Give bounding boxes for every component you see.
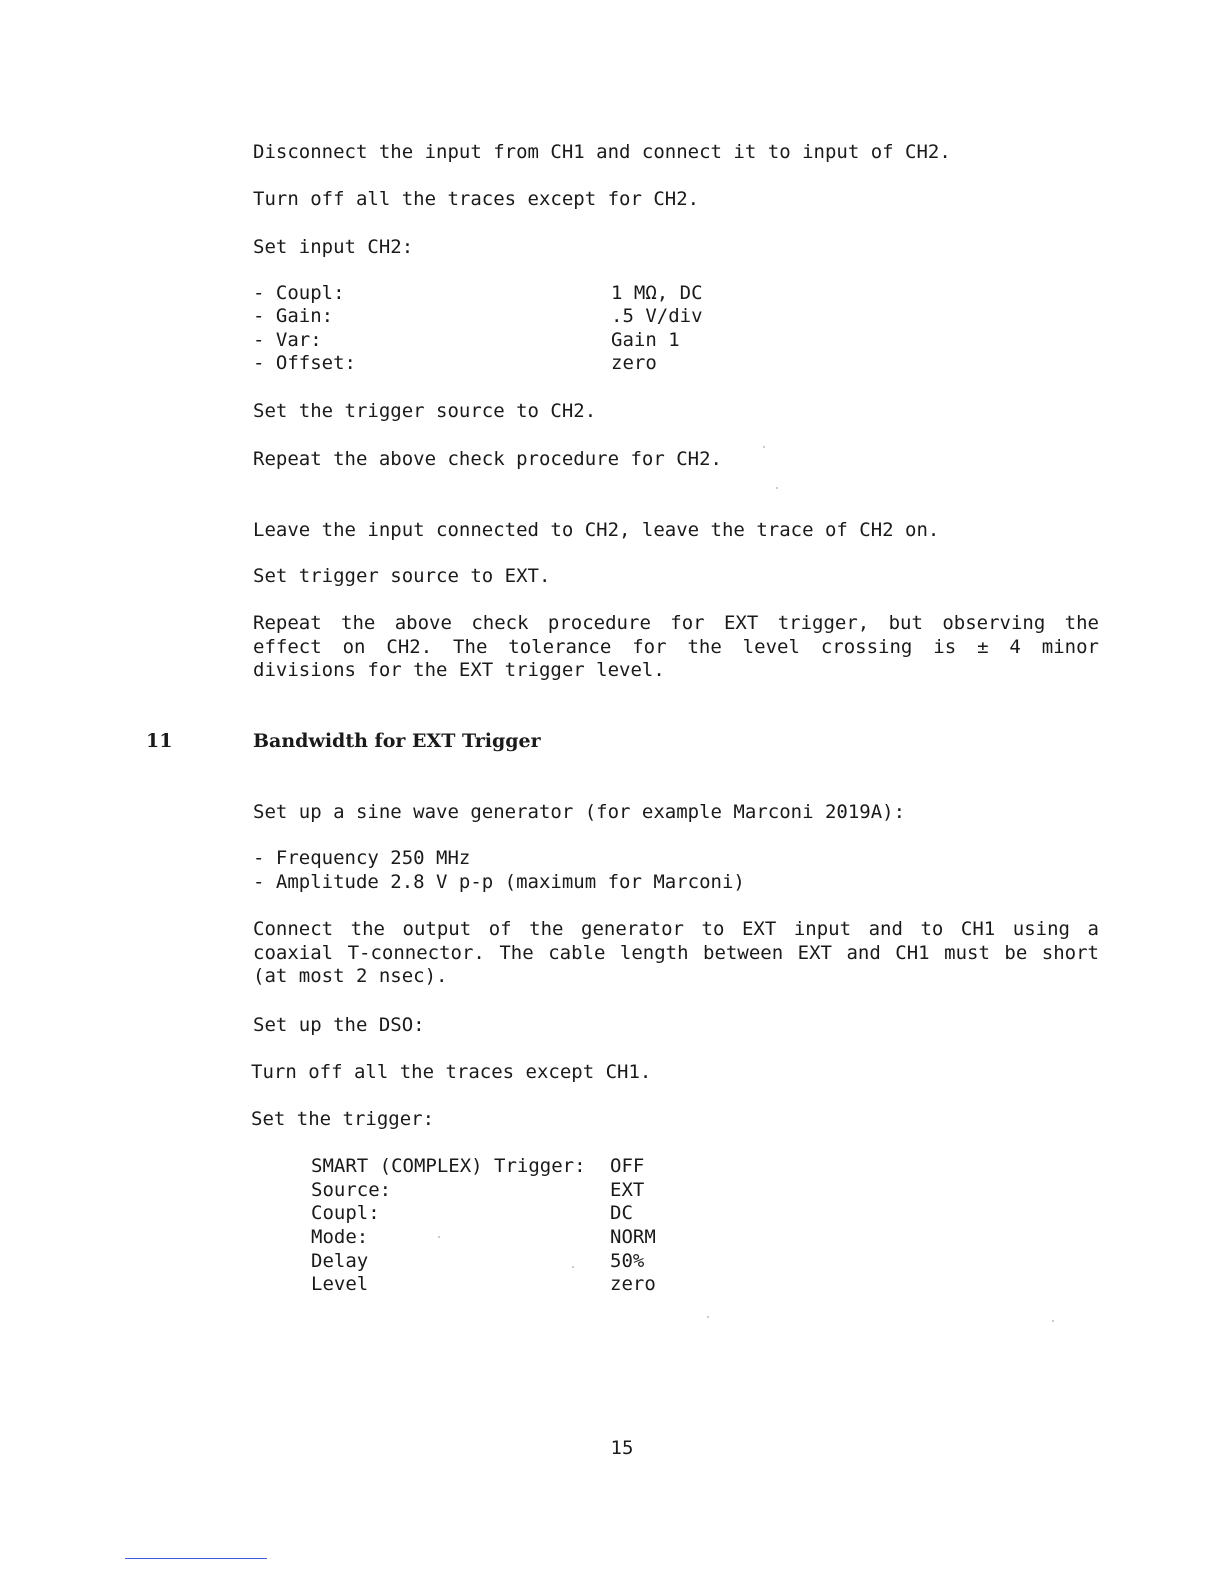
ch2-setting-value: 1 MΩ, DC	[611, 282, 703, 304]
ch2-setting-value: zero	[611, 352, 657, 374]
scan-speck	[438, 1236, 440, 1238]
page-number: 15	[610, 1437, 634, 1459]
ch2-setting-label: - Gain:	[253, 305, 334, 327]
ch2-setting-value: .5 V/div	[611, 305, 703, 327]
paragraph-turn-off-traces-ch2: Turn off all the traces except for CH2.	[253, 188, 700, 210]
paragraph-setup-generator: Set up a sine wave generator (for example Marconi 2019A):	[253, 801, 906, 823]
ch2-setting-label: - Offset:	[253, 352, 356, 374]
ch2-setting-label: - Coupl:	[253, 282, 345, 304]
paragraph-set-trigger: Set the trigger:	[251, 1108, 435, 1130]
ch2-setting-label: - Var:	[253, 329, 322, 351]
trigger-setting-value: NORM	[610, 1226, 656, 1248]
trigger-setting-value: OFF	[610, 1155, 645, 1177]
scan-speck	[1052, 1320, 1054, 1322]
generator-setting: - Amplitude 2.8 V p-p (maximum for Marconi)	[253, 871, 745, 893]
trigger-setting-label: Delay	[311, 1250, 369, 1272]
generator-setting: - Frequency 250 MHz	[253, 847, 471, 869]
trigger-setting-label: SMART (COMPLEX) Trigger:	[311, 1155, 586, 1177]
paragraph-trigger-source-ext: Set trigger source to EXT.	[253, 565, 551, 587]
paragraph-turn-off-traces-ch1: Turn off all the traces except CH1.	[251, 1061, 652, 1083]
scan-speck	[707, 1316, 709, 1318]
ch2-setting-value: Gain 1	[611, 329, 680, 351]
paragraph-trigger-source-ch2: Set the trigger source to CH2.	[253, 400, 597, 422]
paragraph-disconnect-ch1: Disconnect the input from CH1 and connect it to input of CH2.	[253, 141, 951, 163]
trigger-setting-value: zero	[610, 1273, 656, 1295]
paragraph-setup-dso: Set up the DSO:	[253, 1014, 425, 1036]
trigger-setting-value: EXT	[610, 1179, 645, 1201]
section-number: 11	[146, 730, 173, 752]
trigger-setting-label: Level	[311, 1273, 369, 1295]
scan-speck	[572, 1266, 574, 1268]
trigger-setting-label: Coupl:	[311, 1202, 380, 1224]
scan-speck	[776, 487, 778, 489]
scan-edge-rule	[125, 1558, 267, 1559]
section-title: Bandwidth for EXT Trigger	[253, 730, 541, 752]
paragraph-set-input-ch2: Set input CH2:	[253, 236, 414, 258]
trigger-setting-label: Mode:	[311, 1226, 369, 1248]
trigger-setting-label: Source:	[311, 1179, 392, 1201]
trigger-setting-value: DC	[610, 1202, 633, 1224]
paragraph-leave-input-ch2: Leave the input connected to CH2, leave the trace of CH2 on.	[253, 519, 940, 541]
paragraph-repeat-ch2: Repeat the above check procedure for CH2.	[253, 448, 722, 470]
scan-speck	[763, 446, 765, 448]
paragraph-repeat-ext-trigger: Repeat the above check procedure for EXT trigger, but observing the effect on CH2. The tolerance for the level crossing is ± 4 minor divisions for the EXT trigger level.	[253, 612, 1099, 681]
paragraph-connect-generator: Connect the output of the generator to EXT input and to CH1 using a coaxial T-connector. The cable length between EXT and CH1 must be short (at most 2 nsec).	[253, 918, 1099, 987]
trigger-setting-value: 50%	[610, 1250, 645, 1272]
